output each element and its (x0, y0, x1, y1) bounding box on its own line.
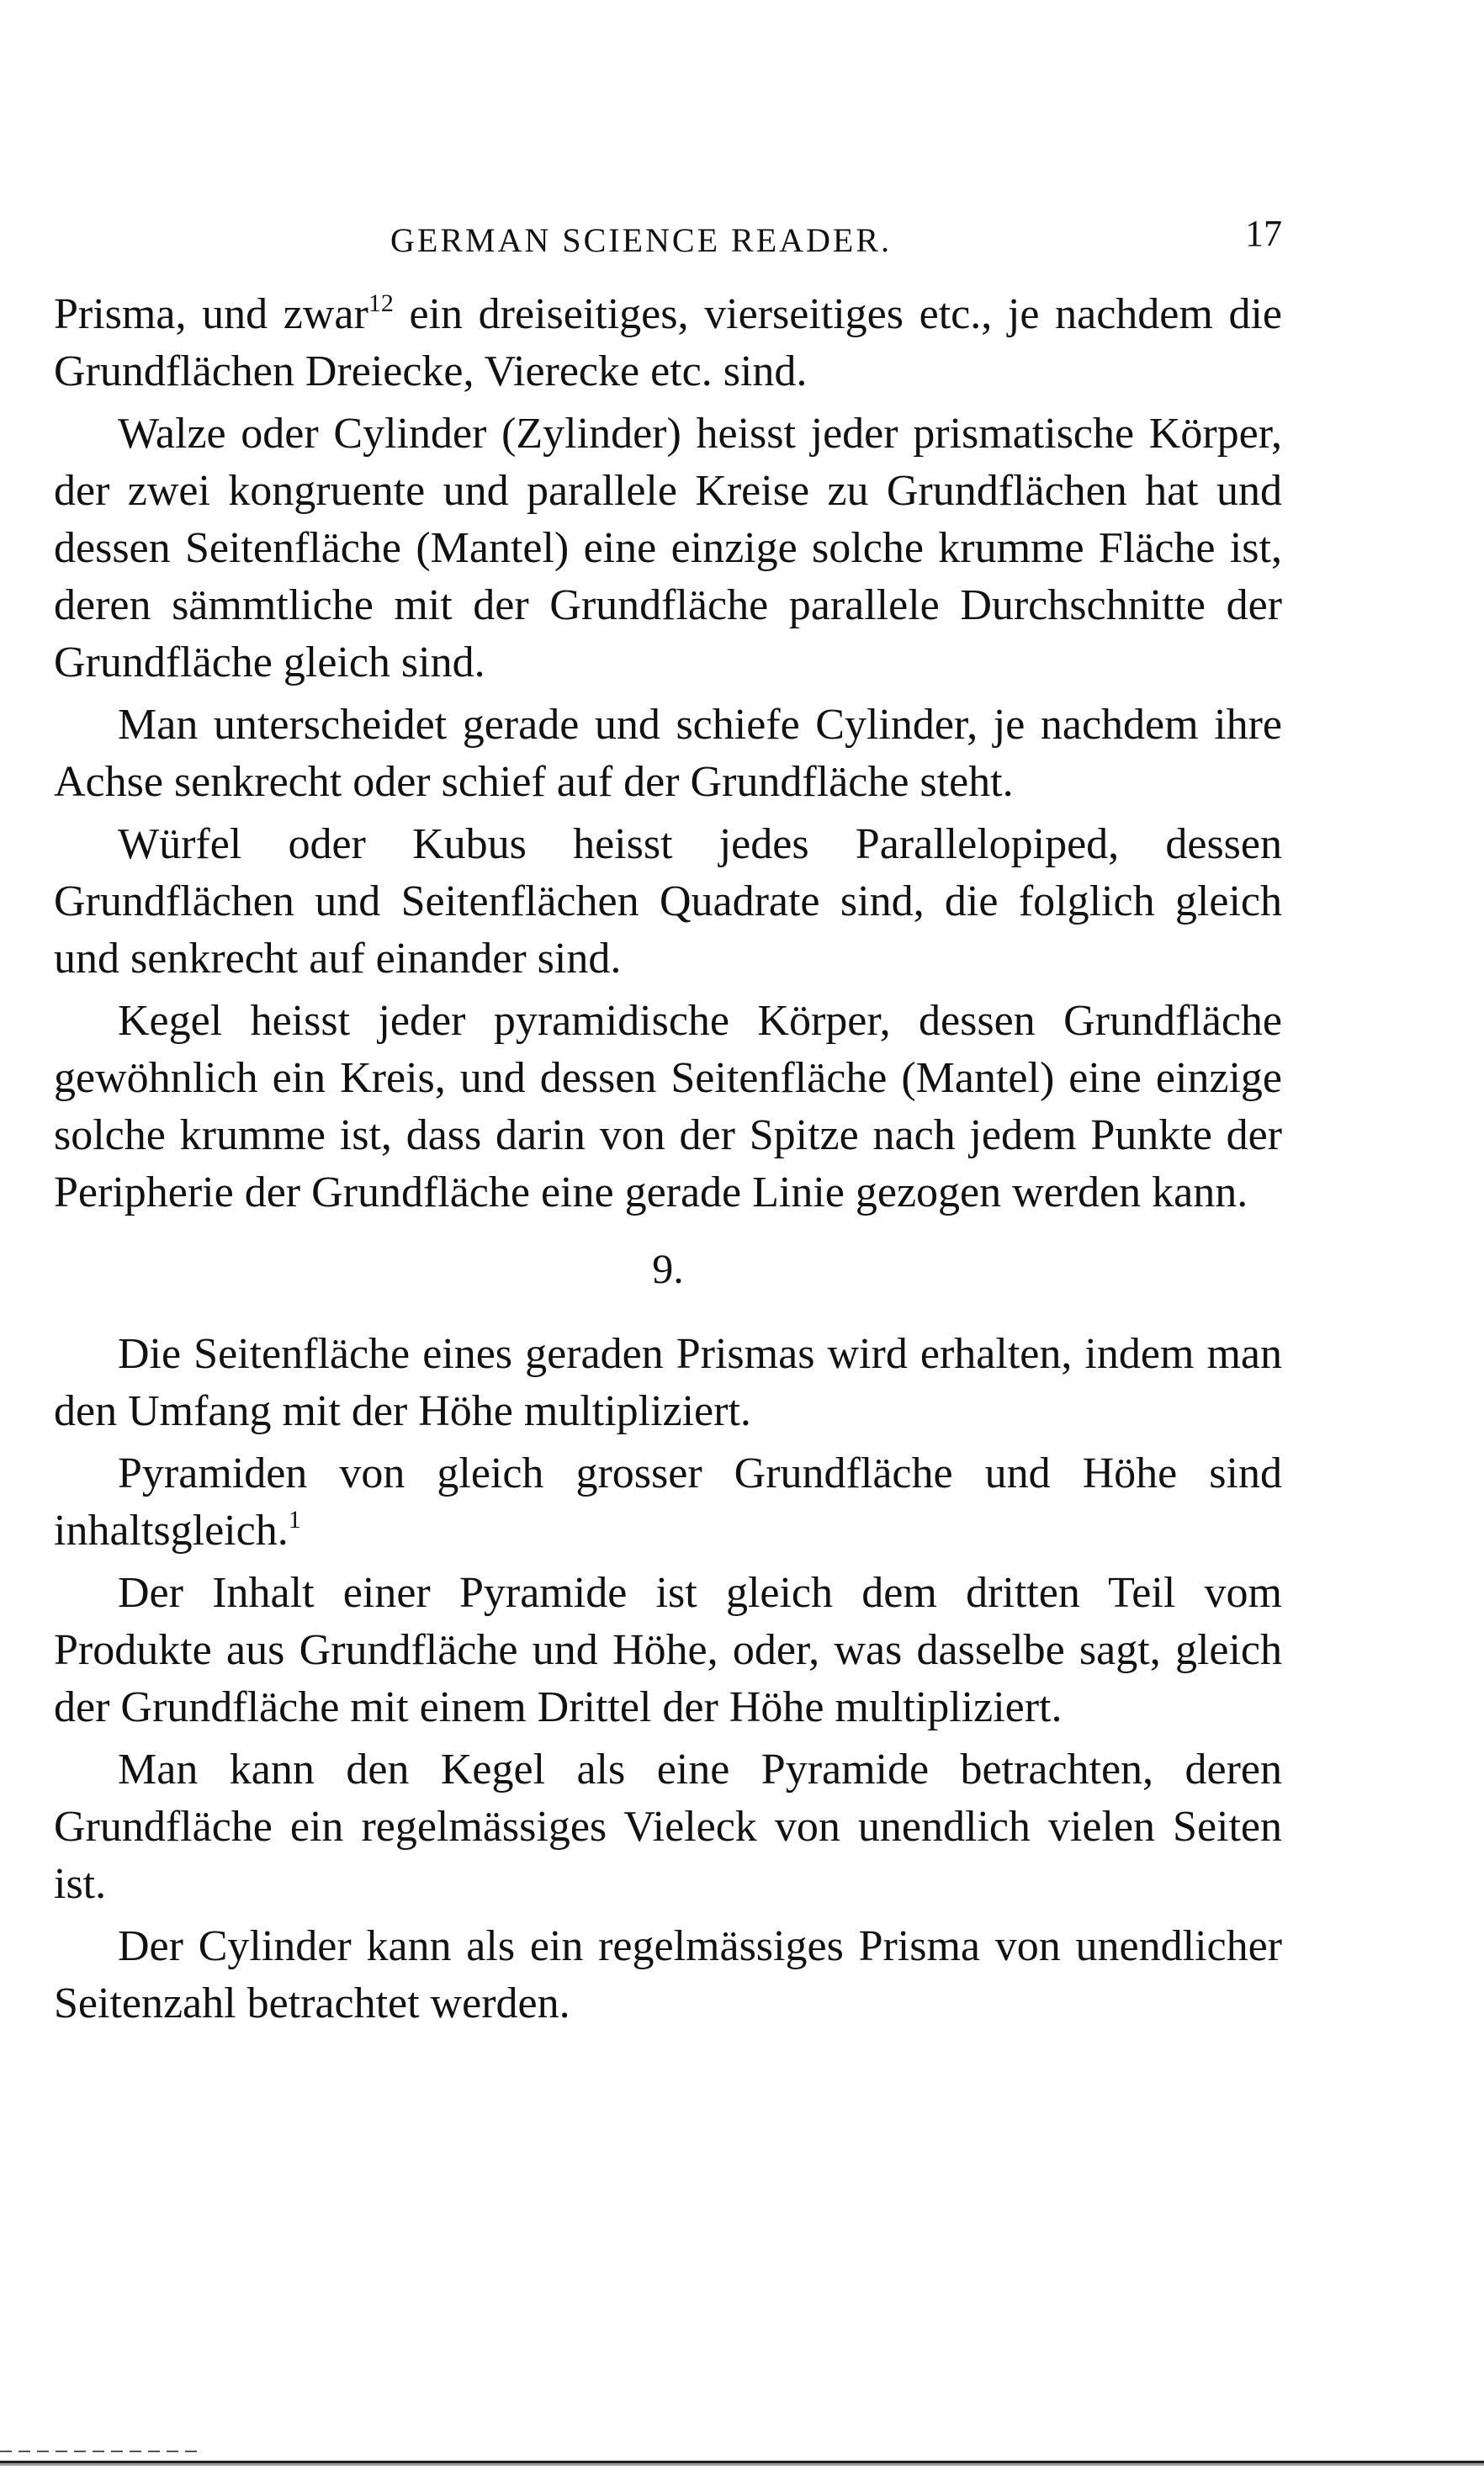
paragraph-cone-as-pyramid: Man kann den Kegel als eine Pyramide betrachten, deren Grundfläche ein regelmässiges Vieleck von unendlich vielen Seiten ist. (54, 1746, 1282, 1908)
footnote-marker: 12 (368, 289, 394, 317)
paragraph-cone-definition: Kegel heisst jeder pyramidische Körper, dessen Grundfläche gewöhnlich ein Kreis, und dessen Seitenfläche (Mantel) eine einzige solche krumme ist, dass darin von der Spitze nach jedem Punkte der Peripherie der Grundfläche eine gerade Linie gezogen werden kann. (54, 997, 1282, 1216)
text-body (54, 286, 1282, 2038)
paragraph-prism-surface: Die Seitenfläche eines geraden Prismas wird erhalten, indem man den Umfang mit der Höhe multipliziert. (54, 1330, 1282, 1435)
footnote-marker: 1 (288, 1506, 301, 1534)
page-number: 17 (1245, 213, 1282, 254)
paragraph-text: Pyramiden von gleich grosser Grundfläche und Höhe sind inhaltsgleich. (54, 1449, 1282, 1555)
paragraph-cylinder-types: Man unterscheidet gerade und schiefe Cylinder, je nachdem ihre Achse senkrecht oder schief auf der Grundfläche steht. (54, 701, 1282, 806)
paragraph-text: ein dreiseitiges, vierseitiges etc., je nachdem die Grundflächen Dreiecke, Vierecke etc. sind. (54, 290, 1282, 395)
paragraph-pyramid-volume: Der Inhalt einer Pyramide ist gleich dem dritten Teil vom Produkte aus Grundfläche und Höhe, oder, was dasselbe sagt, gleich der Grundfläche mit einem Drittel der Höhe multipliziert. (54, 1569, 1282, 1731)
running-head (54, 212, 1282, 262)
scan-edge-rule (0, 2461, 1484, 2466)
running-title: GERMAN SCIENCE READER. (390, 221, 893, 259)
paragraph-pyramid-equal (54, 1445, 1282, 1560)
paragraph-text: Prisma, und zwar (54, 290, 368, 338)
paragraph-cylinder-as-prism: Der Cylinder kann als ein regelmässiges Prisma von unendlicher Seitenzahl betrachtet werden. (54, 1922, 1282, 2027)
paragraph-continuation (54, 286, 1282, 400)
paragraph-cylinder-definition: Walze oder Cylinder (Zylinder) heisst jeder prismatische Körper, der zwei kongruente und parallele Kreise zu Grundflächen hat und dessen Seitenfläche (Mantel) eine einzige solche krumme Fläche ist, deren sämmtliche mit der Grundfläche parallele Durchschnitte der Grundfläche gleich sind. (54, 410, 1282, 686)
section-number: 9. (652, 1245, 684, 1292)
paragraph-cube-definition: Würfel oder Kubus heisst jedes Parallelopiped, dessen Grundflächen und Seitenflächen Quadrate sind, die folglich gleich und senkrecht auf einander sind. (54, 820, 1282, 983)
scan-edge-dashes (0, 2451, 202, 2452)
